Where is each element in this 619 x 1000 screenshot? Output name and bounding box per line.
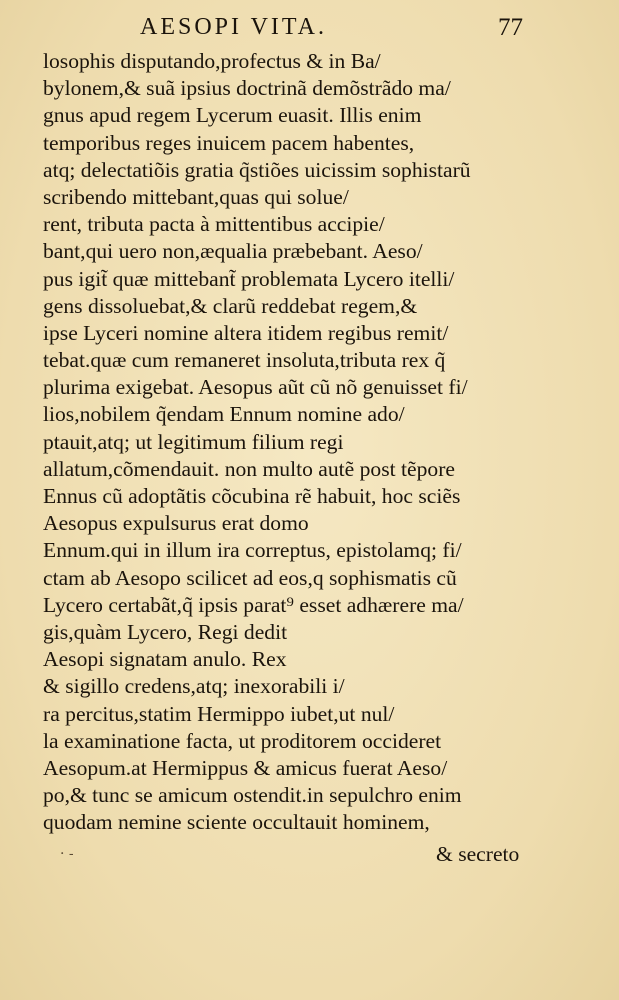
text-line: ipse Lyceri nomine altera itidem regibus remit/	[43, 320, 449, 345]
text-line: allatum,cõmendauit. non multo autẽ post tẽpore	[43, 456, 455, 481]
text-line: po,& tunc se amicum ostendit.in sepulchro enim	[43, 783, 462, 808]
text-line: atq; delectatiõis gratia q̃stiões uicissim sophistarũ	[43, 157, 471, 182]
running-title: AESOPI VITA.	[140, 14, 327, 40]
text-line: Aesopus expulsurus erat domo	[43, 511, 309, 536]
text-line: quodam nemine sciente occultauit hominem,	[43, 810, 430, 835]
text-line: gens dissoluebat,& clarũ reddebat regem,&	[43, 293, 418, 318]
text-line: la examinatione facta, ut proditorem occideret	[43, 728, 442, 753]
text-line: & sigillo credens,atq; inexorabili i/	[43, 674, 345, 699]
text-line: bylonem,& suã ipsius doctrinã demõstrãdo ma/	[43, 76, 451, 101]
body-text	[43, 48, 598, 836]
text-line: rent, tributa pacta à mittentibus accipie/	[43, 212, 385, 237]
text-line: losophis disputando,profectus & in Ba/	[43, 49, 381, 73]
text-line: lios,nobilem q̃endam Ennum nomine ado/	[43, 402, 405, 427]
text-line: temporibus reges inuicem pacem habentes,	[43, 130, 415, 155]
text-line: Aesopum.at Hermippus & amicus fuerat Aeso/	[43, 755, 448, 780]
text-line: tebat.quæ cum remaneret insoluta,tributa rex q̃	[43, 348, 446, 373]
text-line: ptauit,atq; ut legitimum filium regi	[43, 429, 344, 454]
running-head	[0, 6, 619, 46]
text-line: Lycero certabãt,q̃ ipsis parat⁹ esset adhærere ma/	[43, 592, 464, 617]
text-line: pus igit̃ quæ mittebant̃ problemata Lycero itelli/	[43, 266, 455, 291]
text-line: gis,quàm Lycero, Regi dedit	[43, 619, 288, 644]
text-line: plurima exigebat. Aesopus aũt cũ nõ genuisset fi/	[43, 375, 468, 400]
text-line: gnus apud regem Lycerum euasit. Illis enim	[43, 103, 422, 128]
text-line: scribendo mittebant,quas qui solue/	[43, 184, 349, 209]
text-line: Ennus cũ adoptãtis cõcubina rẽ habuit, hoc sciẽs	[43, 484, 461, 508]
text-line: ctam ab Aesopo scilicet ad eos,q sophismatis cũ	[43, 565, 457, 590]
catchword: & secreto	[436, 842, 520, 866]
text-line: Aesopi signatam anulo. Rex	[43, 647, 287, 672]
text-line: ra percitus,statim Hermippo iubet,ut nul/	[43, 701, 395, 726]
text-line: bant,qui uero non,æqualia præbebant. Aeso/	[43, 239, 423, 264]
signature-mark: · -	[60, 846, 74, 862]
text-line: Ennum.qui in illum ira correptus, epistolamq; fi/	[43, 538, 462, 563]
page-number: 77	[498, 14, 523, 41]
